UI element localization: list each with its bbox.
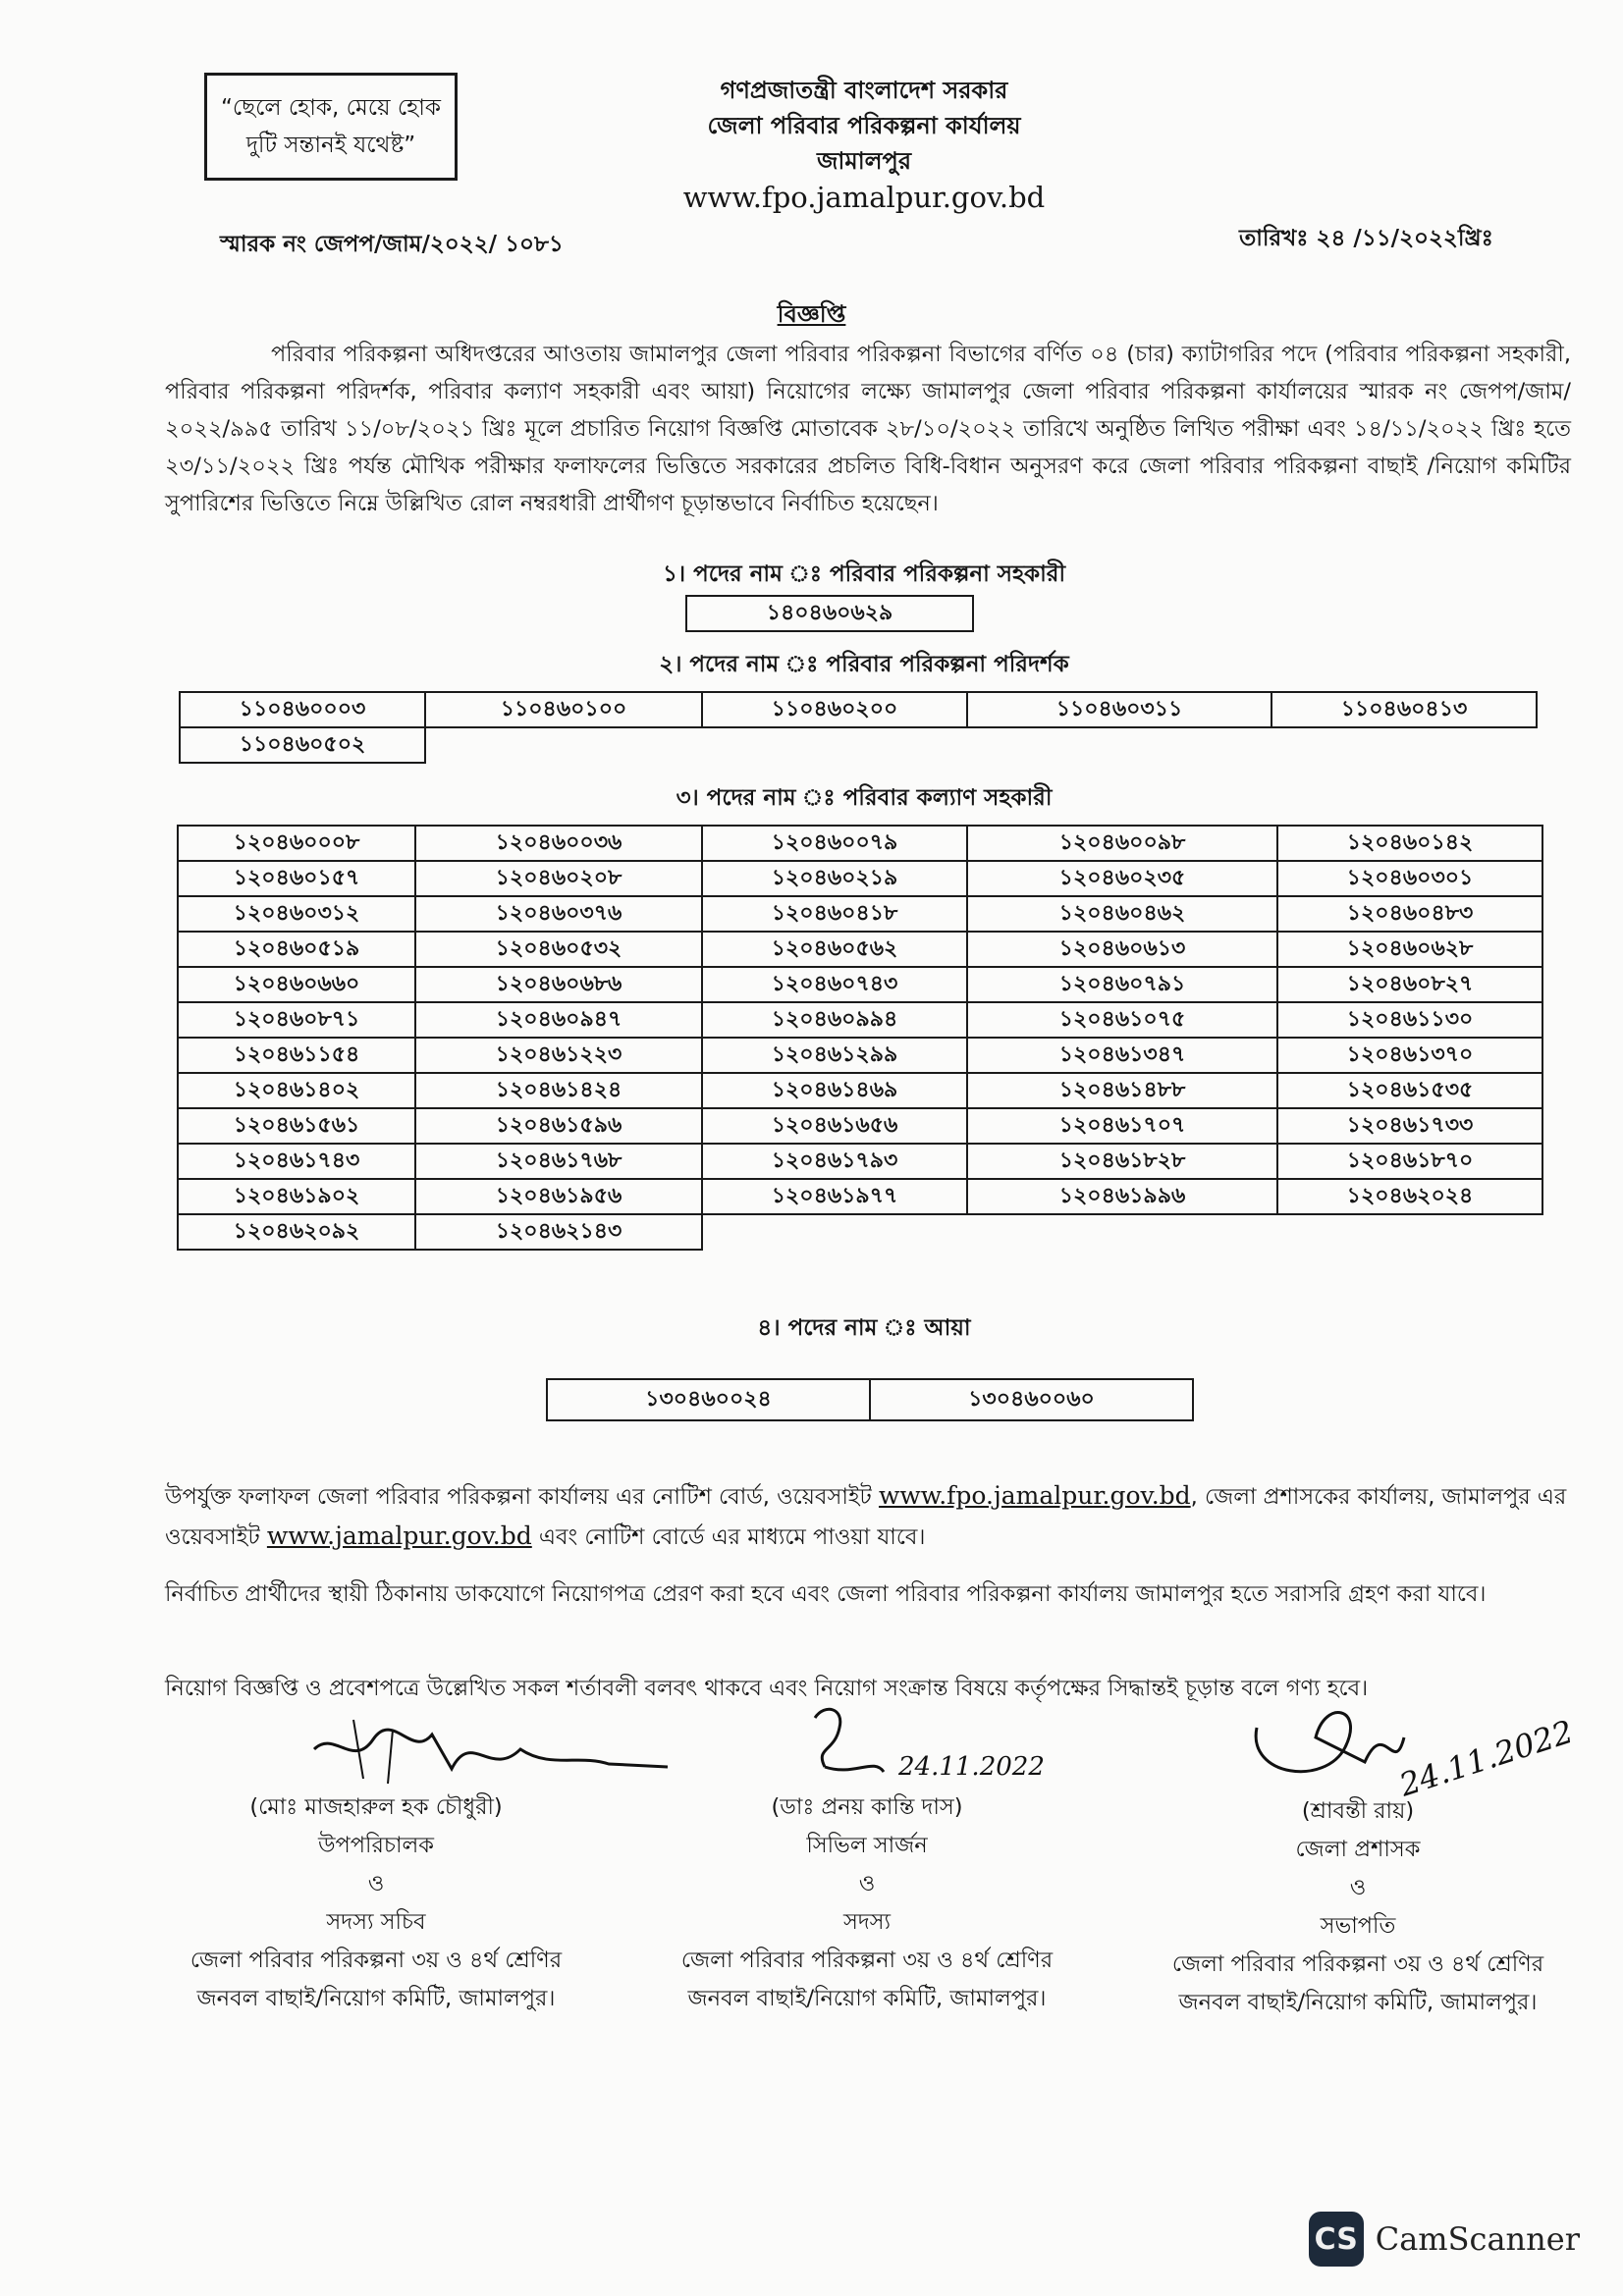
roll-cell: ১২০৪৬২০৯২ — [178, 1214, 415, 1250]
roll-cell: ১২০৪৬০২১৯ — [702, 861, 967, 896]
roll-cell: ১২০৪৬২০২৪ — [1277, 1179, 1542, 1214]
camscanner-text: CamScanner — [1375, 2220, 1580, 2258]
camscanner-watermark — [1309, 2212, 1580, 2267]
roll-cell: ১২০৪৬১৯৭৭ — [702, 1179, 967, 1214]
roll-cell: ১২০৪৬০৩৭৬ — [415, 896, 702, 932]
roll-cell: ১২০৪৬০১৫৭ — [178, 861, 415, 896]
roll-cell: ১২০৪৬১৭৬৮ — [415, 1144, 702, 1179]
roll-cell: ১২০৪৬১০৭৫ — [967, 1002, 1277, 1038]
roll-cell: ১২০৪৬২১৪৩ — [415, 1214, 702, 1250]
roll-cell: ১১০৪৬০৫০২ — [180, 727, 425, 763]
roll-cell: ১২০৪৬১৫৯৬ — [415, 1108, 702, 1144]
roll-cell: ১২০৪৬০৬১৩ — [967, 932, 1277, 967]
notice-title: বিজ্ঞপ্তি — [777, 300, 846, 328]
footer-paragraph-3: নিয়োগ বিজ্ঞপ্তি ও প্রবেশপত্রে উল্লেখিত সকল শর্তাবলী বলবৎ থাকবে এবং নিয়োগ সংক্রান্ত বিষয়ে কর্তৃপক্ষের সিদ্ধান্তই চূড়ান্ত বলে গণ্য হবে। — [165, 1676, 1369, 1701]
roll-cell: ১২০৪৬০৫৬২ — [702, 932, 967, 967]
notice-body: পরিবার পরিকল্পনা অধিদপ্তরের আওতায় জামালপুর জেলা পরিবার পরিকল্পনা বিভাগের বর্ণিত ০৪ (চার) ক্যাটাগরির পদে (পরিবার পরিকল্পনা সহকারী, পরিবার পরিকল্পনা পরিদর্শক, পরিবার কল্যাণ সহকারী এবং আয়া) নিয়োগের লক্ষ্যে জামালপুর জেলা পরিবার পরিকল্পনা কার্যালয়ের স্মারক নং জেপপ/জাম/২০২২/৯৯৫ তারিখ ১১/০৮/২০২১ খ্রিঃ মূলে প্রচারিত নিয়োগ বিজ্ঞপ্তি মোতাবেক ২৮/১০/২০২২ তারিখে অনুষ্ঠিত লিখিত পরীক্ষা এবং ১৪/১১/২০২২ খ্রিঃ হতে ২৩/১১/২০২২ খ্রিঃ পর্যন্ত মৌখিক পরীক্ষার ফলাফলের ভিত্তিতে সরকারের প্রচলিত বিধি-বিধান অনুসরণ করে জেলা পরিবার পরিকল্পনা বাছাই /নিয়োগ কমিটির সুপারিশের ভিত্তিতে নিম্নে উল্লিখিত রোল নম্বরধারী প্রার্থীগণ চূড়ান্তভাবে নির্বাচিত হয়েছেন। — [165, 342, 1571, 516]
roll-cell: ১২০৪৬০০৭৯ — [702, 826, 967, 861]
roll-cell: ১২০৪৬১৫৩৫ — [1277, 1073, 1542, 1108]
roll-cell: ১২০৪৬০০৩৬ — [415, 826, 702, 861]
roll-cell: ১২০৪৬১৭৩৩ — [1277, 1108, 1542, 1144]
roll-cell: ১২০৪৬১৭৪৩ — [178, 1144, 415, 1179]
roll-cell: ১২০৪৬০৮৭১ — [178, 1002, 415, 1038]
roll-cell: ১২০৪৬১৪০২ — [178, 1073, 415, 1108]
roll-cell: ১১০৪৬০৪১৩ — [1271, 692, 1537, 727]
camscanner-logo-icon: CS — [1309, 2212, 1364, 2267]
roll-cell: ১২০৪৬১৩৭০ — [1277, 1038, 1542, 1073]
post-4-roll-table — [546, 1378, 1194, 1421]
roll-cell: ১২০৪৬০৮২৭ — [1277, 967, 1542, 1002]
roll-cell: ১২০৪৬০০০৮ — [178, 826, 415, 861]
roll-cell: ১২০৪৬০৩১২ — [178, 896, 415, 932]
signature-3-date: 24.11.2022 — [1394, 1712, 1578, 1804]
roll-cell: ১৩০৪৬০০৬০ — [870, 1379, 1193, 1420]
footer-paragraph-2: নির্বাচিত প্রার্থীদের স্থায়ী ঠিকানায় ডাকযোগে নিয়োগপত্র প্রেরণ করা হবে এবং জেলা পরিবার পরিকল্পনা কার্যালয় জামালপুর হতে সরাসরি গ্রহণ করা যাবে। — [165, 1581, 1487, 1607]
govt-title: গণপ্রজাতন্ত্রী বাংলাদেশ সরকার — [720, 77, 1008, 104]
signature-2-scrawl — [795, 1698, 1109, 1796]
roll-cell: ১২০৪৬১৫৬১ — [178, 1108, 415, 1144]
district-title: জামালপুর — [816, 147, 912, 175]
roll-cell: ১২০৪৬১১৩০ — [1277, 1002, 1542, 1038]
roll-cell: ১২০৪৬০০৯৮ — [967, 826, 1277, 861]
roll-cell: ১১০৪৬০২০০ — [702, 692, 967, 727]
roll-cell: ১২০৪৬১২২৩ — [415, 1038, 702, 1073]
signatory-1: (মোঃ মাজহারুল হক চৌধুরী) উপপরিচালক ও সদস্য সচিব জেলা পরিবার পরিকল্পনা ৩য় ও ৪র্থ শ্রেণির জনবল বাছাই/নিয়োগ কমিটি, জামালপুর। — [189, 1794, 563, 2011]
post-2-heading: ২। পদের নাম ঃ পরিবার পরিকল্পনা পরিদর্শক — [659, 652, 1069, 677]
signatory-3: (শ্রাবন্তী রায়) জেলা প্রশাসক ও সভাপতি জেলা পরিবার পরিকল্পনা ৩য় ও ৪র্থ শ্রেণির জনবল বাছাই/নিয়োগ কমিটি, জামালপুর। — [1171, 1798, 1544, 2015]
post-1-heading: ১। পদের নাম ঃ পরিবার পরিকল্পনা সহকারী — [662, 561, 1066, 587]
roll-cell: ১২০৪৬১৯৯৬ — [967, 1179, 1277, 1214]
fpo-website-link[interactable]: www.fpo.jamalpur.gov.bd — [878, 1481, 1191, 1510]
roll-cell: ১২০৪৬১৪২৪ — [415, 1073, 702, 1108]
roll-cell: ১২০৪৬০৭৯১ — [967, 967, 1277, 1002]
post-1-roll-table — [685, 595, 974, 632]
roll-cell: ১২০৪৬১৪৮৮ — [967, 1073, 1277, 1108]
roll-cell: ১২০৪৬০৫৩২ — [415, 932, 702, 967]
district-website-link[interactable]: www.jamalpur.gov.bd — [266, 1522, 532, 1550]
signature-1-scrawl — [295, 1710, 687, 1798]
roll-cell: ১২০৪৬০৬৬০ — [178, 967, 415, 1002]
slogan-line-1: “ছেলে হোক, মেয়ে হোক — [220, 95, 442, 121]
roll-cell: ১২০৪৬১১৫৪ — [178, 1038, 415, 1073]
office-title: জেলা পরিবার পরিকল্পনা কার্যালয় — [707, 112, 1021, 139]
roll-cell: ১১০৪৬০১০০ — [425, 692, 702, 727]
post-2-roll-table — [179, 691, 1538, 764]
roll-cell: ১২০৪৬০২৩৫ — [967, 861, 1277, 896]
roll-cell: ১২০৪৬১৭০৭ — [967, 1108, 1277, 1144]
roll-cell: ১১০৪৬০৩১১ — [967, 692, 1271, 727]
roll-cell: ১২০৪৬০৬৮৬ — [415, 967, 702, 1002]
roll-cell: ১২০৪৬০৯৪৭ — [415, 1002, 702, 1038]
roll-cell: ১৪০৪৬০৬২৯ — [686, 596, 973, 631]
roll-cell: ১২০৪৬০৬২৮ — [1277, 932, 1542, 967]
roll-cell: ১৩০৪৬০০২৪ — [547, 1379, 870, 1420]
roll-cell: ১২০৪৬১২৯৯ — [702, 1038, 967, 1073]
roll-cell: ১২০৪৬১৭৯৩ — [702, 1144, 967, 1179]
roll-cell: ১২০৪৬০৯৯৪ — [702, 1002, 967, 1038]
roll-cell: ১২০৪৬১৬৫৬ — [702, 1108, 967, 1144]
roll-cell: ১২০৪৬০৪১৮ — [702, 896, 967, 932]
slogan-box — [204, 73, 458, 181]
roll-cell: ১২০৪৬১৩৪৭ — [967, 1038, 1277, 1073]
roll-cell: ১২০৪৬০৭৪৩ — [702, 967, 967, 1002]
roll-cell: ১২০৪৬১৮২৮ — [967, 1144, 1277, 1179]
roll-cell: ১২০৪৬০৪৮৩ — [1277, 896, 1542, 932]
post-3-heading: ৩। পদের নাম ঃ পরিবার কল্যাণ সহকারী — [676, 785, 1053, 811]
roll-cell: ১২০৪৬০৫১৯ — [178, 932, 415, 967]
signature-2-date: 24.11.2022 — [898, 1752, 1045, 1782]
post-3-roll-table — [177, 825, 1543, 1251]
memo-date: তারিখঃ ২৪ /১১/২০২২খ্রিঃ — [1239, 226, 1493, 251]
office-website: www.fpo.jamalpur.gov.bd — [682, 181, 1046, 214]
roll-cell: ১২০৪৬১৪৬৯ — [702, 1073, 967, 1108]
roll-cell: ১২০৪৬১৯৫৬ — [415, 1179, 702, 1214]
slogan-line-2: দুটি সন্তানই যথেষ্ট” — [245, 133, 416, 158]
signatory-2: (ডাঃ প্রনয় কান্তি দাস) সিভিল সার্জন ও সদস্য জেলা পরিবার পরিকল্পনা ৩য় ও ৪র্থ শ্রেণির জনবল বাছাই/নিয়োগ কমিটি, জামালপুর। — [680, 1794, 1054, 2011]
roll-cell: ১১০৪৬০০০৩ — [180, 692, 425, 727]
roll-cell: ১২০৪৬০২০৮ — [415, 861, 702, 896]
roll-cell: ১২০৪৬০৩০১ — [1277, 861, 1542, 896]
post-4-heading: ৪। পদের নাম ঃ আয়া — [757, 1315, 971, 1341]
roll-cell: ১২০৪৬০১৪২ — [1277, 826, 1542, 861]
roll-cell: ১২০৪৬১৯০২ — [178, 1179, 415, 1214]
roll-cell: ১২০৪৬০৪৬২ — [967, 896, 1277, 932]
roll-cell: ১২০৪৬১৮৭০ — [1277, 1144, 1542, 1179]
memo-reference: স্মারক নং জেপপ/জাম/২০২২/ ১০৮১ — [220, 232, 564, 257]
footer-paragraph-1: উপর্যুক্ত ফলাফল জেলা পরিবার পরিকল্পনা কার্যালয় এর নোটিশ বোর্ড, ওয়েবসাইট www.fpo.jamalpur.gov.bd, জেলা প্রশাসকের কার্যালয়, জামালপুর এর ওয়েবসাইট www.jamalpur.gov.bd এবং নোটিশ বোর্ডে এর মাধ্যমে পাওয়া যাবে। — [165, 1481, 1567, 1550]
